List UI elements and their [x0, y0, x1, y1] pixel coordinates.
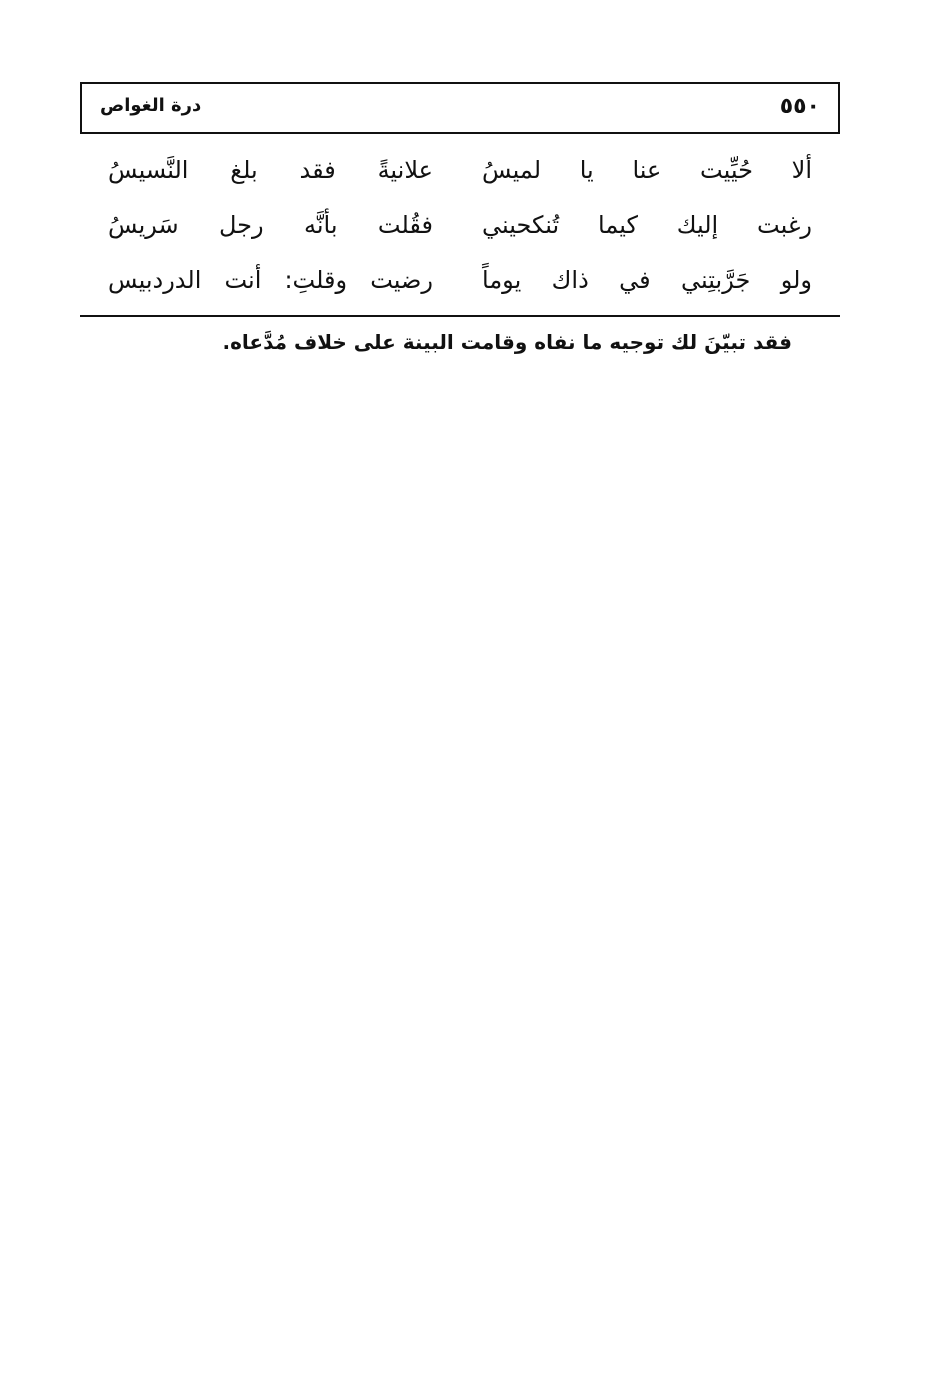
page-number: ٥٥٠: [779, 94, 820, 119]
verse-second-hemistich: فقُلت بأنَّه رجل سَريسُ: [108, 211, 433, 239]
verse-second-hemistich: علانيةً فقد بلغ النَّسيسُ: [108, 156, 433, 184]
verse-line: [80, 150, 840, 198]
verse-first-hemistich: رغبت إليك كيما تُنكحيني: [482, 211, 812, 239]
verse-line: [80, 260, 840, 308]
body-paragraph: فقد تبيّنَ لك توجيه ما نفاه وقامت البينة على خلاف مُدَّعاه.: [222, 330, 792, 354]
verse-line: [80, 205, 840, 253]
running-header: [80, 82, 840, 134]
verse-second-hemistich: رضيت وقلتِ: أنت الدردبيس: [108, 266, 433, 294]
section-divider: [80, 315, 840, 317]
poem-block: [80, 150, 840, 315]
verse-first-hemistich: ولو جَرَّبتِني في ذاك يوماً: [482, 266, 812, 294]
running-title: درة الغواص: [100, 95, 202, 116]
verse-first-hemistich: ألا حُيِّيت عنا يا لميسُ: [482, 156, 812, 184]
